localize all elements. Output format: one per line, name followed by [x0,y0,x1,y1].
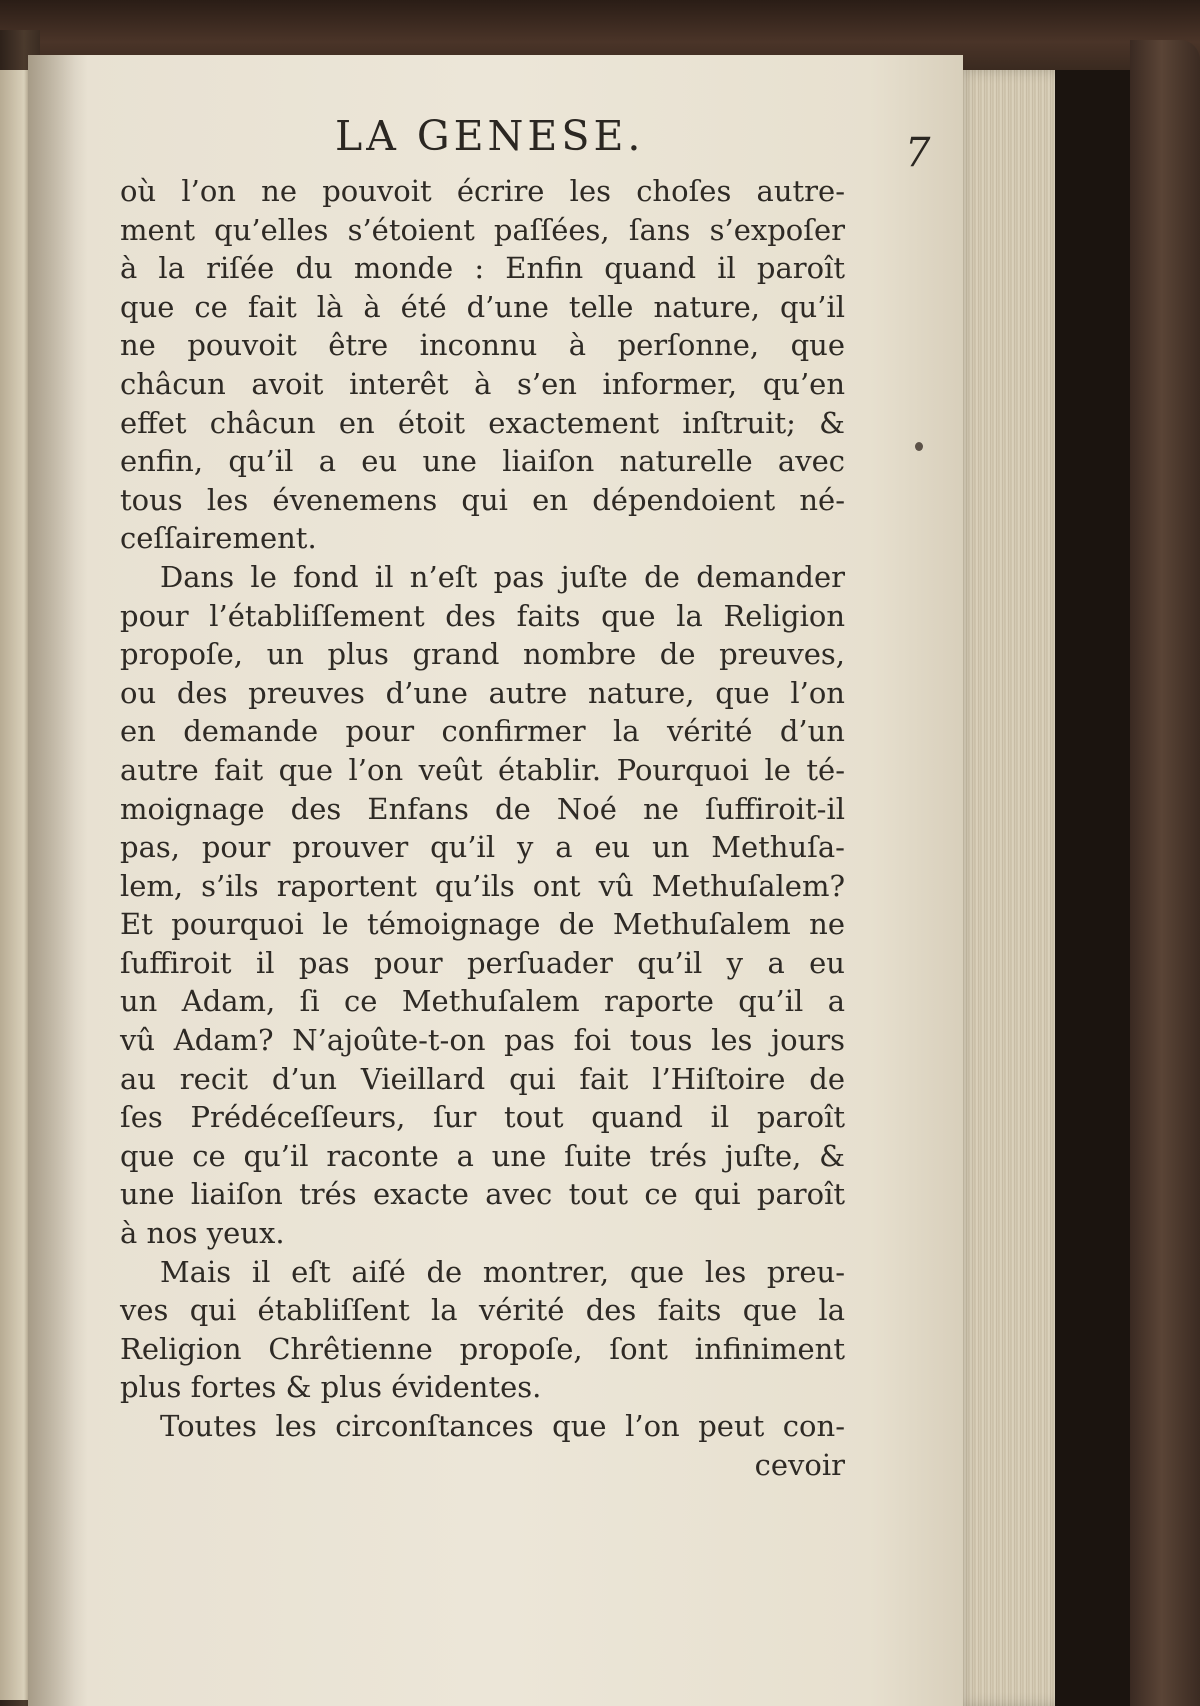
text-line: que ce qu’il raconte a une ſuite trés juſte, & [120,1138,845,1173]
catchword: cevoir [754,1447,845,1482]
paragraph [120,1253,845,1407]
text-line: tous les évenemens qui en dépendoient né- [120,482,845,517]
text-line: pour l’établiſſement des faits que la Religion [120,598,845,633]
text-line: Toutes les circonſtances que l’on peut con- [160,1409,845,1443]
text-line: un Adam, ſi ce Methuſalem raporte qu’il a [120,984,845,1019]
page-number: 7 [905,130,931,176]
text-line: où l’on ne pouvoit écrire les choſes autre- [120,174,845,208]
running-title: LA GENESE. [335,112,645,160]
text-line: châcun avoit interêt à s’en informer, qu’en [120,366,845,401]
paragraph [120,1407,845,1446]
text-line: ment qu’elles s’étoient paſſées, ſans s’expoſer [120,212,845,247]
text-line: pas, pour prouver qu’il y a eu un Methuſa- [120,830,845,865]
text-line: lem, s’ils raportent qu’ils ont vû Methuſalem? [120,868,845,903]
text-line: propoſe, un plus grand nombre de preuves, [120,637,845,672]
paragraph [120,558,845,1253]
text-line: moignage des Enfans de Noé ne ſuffiroit-il [120,791,845,826]
text-line: ſes Prédéceſſeurs, ſur tout quand il paroît [120,1100,845,1135]
text-line: ceſſairement. [120,521,317,556]
page-block-edges [955,70,1055,1706]
text-line: au recit d’un Vieillard qui fait l’Hiſtoire de [120,1061,845,1096]
text-line: ſuffiroit il pas pour perſuader qu’il y a eu [120,945,845,980]
paragraph [120,172,845,558]
ink-dot [915,442,923,451]
page-body [120,172,845,1484]
text-line: une liaiſon trés exacte avec tout ce qui paroît [120,1177,845,1212]
book-cover-right [1130,40,1200,1706]
text-line: Mais il eſt aiſé de montrer, que les preu- [160,1254,845,1289]
text-line: vû Adam? N’ajoûte-t-on pas foi tous les jours [120,1023,845,1058]
text-line: à la riſée du monde : Enfin quand il paroît [120,251,845,286]
text-line: à nos yeux. [120,1216,285,1251]
text-line: enfin, qu’il a eu une liaiſon naturelle avec [120,444,845,479]
gutter-shadow [28,55,88,1706]
text-line: Religion Chrêtienne propoſe, ſont infiniment [120,1331,845,1366]
text-line: Et pourquoi le témoignage de Methuſalem ne [120,907,845,942]
text-line: autre fait que l’on veût établir. Pourquoi le té- [120,752,845,787]
text-line: effet châcun en étoit exactement inſtruit; & [120,405,845,440]
text-line: plus fortes & plus évidentes. [120,1370,542,1405]
text-line: que ce fait là à été d’une telle nature, qu’il [120,289,845,324]
facing-page-edge [0,70,30,1700]
text-line: ou des preuves d’une autre nature, que l’on [120,675,845,710]
text-line: Dans le fond il n’eſt pas juſte de demander [160,559,845,594]
text-line: en demande pour confirmer la vérité d’un [120,714,845,749]
text-line: ves qui établiſſent la vérité des faits que la [120,1293,845,1328]
text-line: ne pouvoit être inconnu à perſonne, que [120,328,845,363]
